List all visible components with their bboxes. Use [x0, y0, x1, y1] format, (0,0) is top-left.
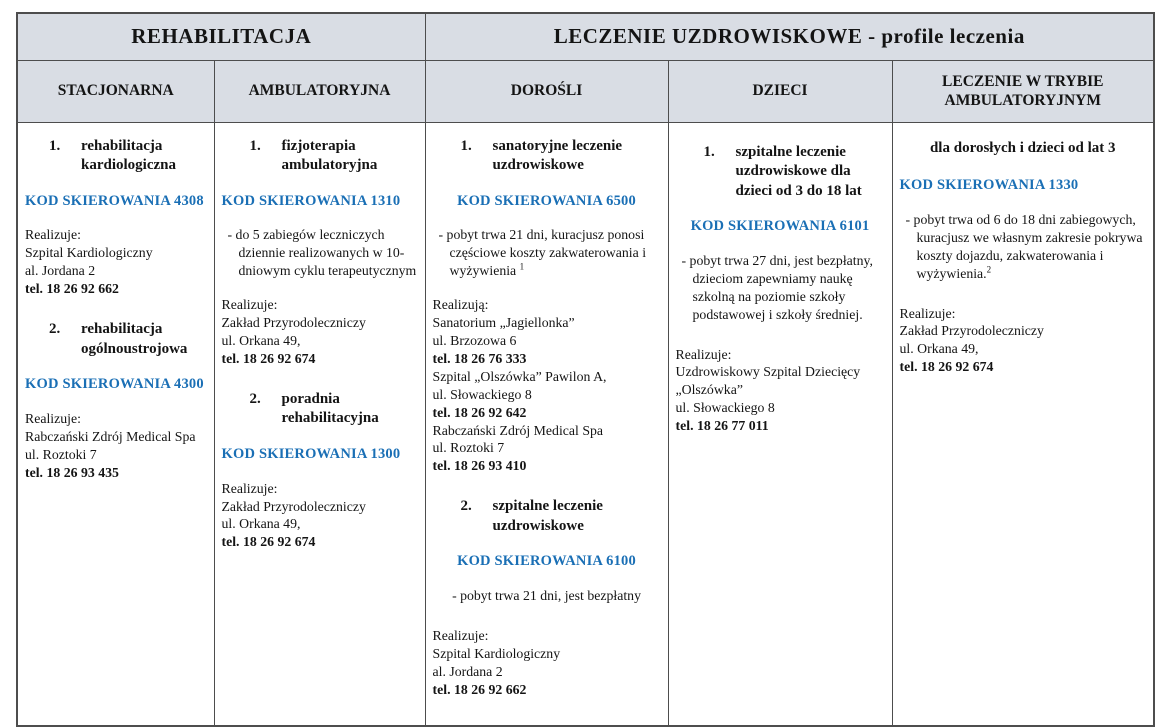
col-header-ambulatoryjna: AMBULATORYJNA [214, 60, 425, 122]
provider-address: ul. Orkana 49, [221, 332, 301, 348]
provider-address: ul. Roztoki 7 [25, 446, 97, 462]
provider-address: al. Jordana 2 [25, 263, 96, 279]
item-title [461, 137, 661, 176]
item-title [461, 497, 661, 536]
provider-block [25, 410, 207, 482]
item-title [250, 137, 418, 176]
realizuje-label: Realizuje: [675, 346, 732, 362]
item-number: 1. [703, 143, 715, 160]
item-number: 2. [460, 498, 472, 515]
provider-address: ul. Orkana 49, [899, 341, 979, 357]
note-text: - pobyt trwa 21 dni, kuracjusz ponosi częściowe koszty zakwaterowania i wyżywienia [438, 227, 647, 279]
realizuje-label: Realizuje: [432, 628, 489, 644]
cell-stacjonarna [17, 122, 214, 726]
cell-title: dla dorosłych i dzieci od lat 3 [929, 139, 1116, 156]
item-number: 1. [49, 137, 61, 154]
provider-block [222, 296, 418, 368]
col-header-dzieci: DZIECI [668, 60, 892, 122]
item-title [250, 390, 418, 429]
group-header-leczenie-uzdrowiskowe: LECZENIE UZDROWISKOWE - profile leczenia [425, 13, 1154, 60]
item-title-text: rehabilitacja kardiologiczna [81, 137, 177, 173]
item-title-text: szpitalne leczenie uzdrowiskowe dla dzieci od 3 do 18 lat [735, 143, 862, 199]
realizuje-label: Realizuje: [25, 227, 81, 243]
provider-block [222, 480, 418, 552]
provider-name: Rabczański Zdrój Medical Spa [25, 428, 196, 444]
provider-name: Zakład Przyrodoleczniczy [899, 323, 1044, 339]
kod-skierowania: KOD SKIEROWANIA 4300 [25, 376, 204, 393]
provider-name: Rabczański Zdrój Medical Spa [432, 422, 604, 438]
item-number: 2. [49, 321, 61, 338]
provider-tel: tel. 18 26 92 642 [432, 404, 527, 420]
item-number: 1. [460, 137, 472, 154]
provider-block [900, 305, 1147, 377]
col-header-leczenie-w-trybie-ambulatoryjnym: LECZENIE W TRYBIE AMBULATORYJNYM [892, 60, 1154, 122]
provider-block [676, 346, 885, 436]
note-text: - pobyt trwa od 6 do 18 dni zabiegowych, kuracjusz we własnym zakresie pokrywa koszty dojazdu, zakwaterowania i wyżywienia. [905, 211, 1143, 281]
provider-address: ul. Brzozowa 6 [432, 332, 517, 348]
provider-tel: tel. 18 26 92 662 [25, 281, 119, 297]
provider-tel: tel. 18 26 93 410 [432, 458, 527, 474]
provider-tel: tel. 18 26 76 333 [432, 350, 527, 366]
group-header-rehabilitacja: REHABILITACJA [17, 13, 425, 60]
col-header-dorosli: DOROŚLI [425, 60, 668, 122]
kod-skierowania: KOD SKIEROWANIA 4308 [25, 192, 204, 209]
realizuje-label: Realizuje: [899, 305, 956, 321]
item-number: 1. [249, 137, 261, 154]
item-title-text: sanatoryjne leczenie uzdrowiskowe [492, 137, 623, 173]
treatment-profiles-table-sheet [16, 12, 1153, 727]
item-title-text: fizjoterapia ambulatoryjna [281, 137, 378, 173]
realizuje-label: Realizuje: [221, 297, 278, 313]
cell-dorosli [425, 122, 668, 726]
note: - pobyt trwa 21 dni, jest bezpłatny [452, 588, 641, 604]
provider-name: Uzdrowiskowy Szpital Dziecięcy „Olszówka” [675, 364, 861, 398]
body-row [17, 122, 1154, 726]
provider-address: ul. Roztoki 7 [432, 440, 505, 456]
item-title [49, 137, 207, 176]
kod-skierowania: KOD SKIEROWANIA 1310 [221, 192, 401, 209]
provider-name: Szpital Kardiologiczny [25, 245, 153, 261]
item-title-text: poradnia rehabilitacyjna [281, 390, 379, 427]
item-title [49, 320, 207, 359]
kod-skierowania: KOD SKIEROWANIA 6101 [690, 218, 870, 234]
provider-address: ul. Słowackiego 8 [675, 400, 775, 416]
provider-name: Sanatorium „Jagiellonka” [432, 315, 575, 331]
kod-skierowania: KOD SKIEROWANIA 1330 [899, 177, 1079, 193]
provider-block [433, 627, 661, 699]
provider-tel: tel. 18 26 92 674 [221, 534, 316, 550]
provider-block [25, 226, 207, 298]
realizuje-label: Realizuje: [221, 480, 278, 496]
kod-skierowania: KOD SKIEROWANIA 6100 [457, 553, 636, 570]
cell-leczenie-w-trybie-ambulatoryjnym [892, 122, 1154, 726]
provider-name: Szpital Kardiologiczny [432, 646, 561, 662]
note [433, 226, 661, 280]
provider-address: al. Jordana 2 [432, 663, 503, 679]
item-title [704, 143, 885, 202]
provider-tel: tel. 18 26 92 674 [221, 350, 316, 366]
provider-tel: tel. 18 26 77 011 [675, 418, 769, 434]
provider-name: Zakład Przyrodoleczniczy [221, 498, 366, 514]
footnote-marker: 1 [519, 261, 525, 272]
provider-address: ul. Orkana 49, [221, 516, 301, 532]
kod-skierowania: KOD SKIEROWANIA 6500 [457, 192, 636, 209]
provider-address: ul. Słowackiego 8 [432, 386, 532, 402]
group-header-row [17, 13, 1154, 60]
cell-dzieci [668, 122, 892, 726]
provider-name: Szpital „Olszówka” Pawilon A, [432, 368, 607, 384]
item-title-text: rehabilitacja ogólnoustrojowa [81, 321, 188, 357]
provider-block [433, 296, 661, 475]
treatment-profiles-table [16, 12, 1155, 727]
provider-name: Zakład Przyrodoleczniczy [221, 315, 366, 331]
item-title-text: szpitalne leczenie uzdrowiskowe [492, 498, 603, 534]
note: - do 5 zabiegów leczniczych dziennie realizowanych w 10-dniowym cyklu terapeutycznym [227, 227, 417, 279]
col-header-stacjonarna: STACJONARNA [17, 60, 214, 122]
provider-tel: tel. 18 26 92 674 [899, 359, 994, 375]
note: - pobyt trwa 27 dni, jest bezpłatny, dzieciom zapewniamy naukę szkolną na poziomie szkoły podstawowej i szkoły średniej. [681, 252, 873, 322]
footnote-marker: 2 [986, 264, 992, 275]
kod-skierowania: KOD SKIEROWANIA 1300 [221, 445, 401, 462]
provider-tel: tel. 18 26 92 662 [432, 681, 527, 697]
provider-tel: tel. 18 26 93 435 [25, 464, 119, 480]
note [900, 211, 1147, 283]
item-number: 2. [249, 390, 261, 407]
realizuje-label: Realizują: [432, 297, 489, 313]
cell-ambulatoryjna [214, 122, 425, 726]
realizuje-label: Realizuje: [25, 410, 81, 426]
column-header-row [17, 60, 1154, 122]
